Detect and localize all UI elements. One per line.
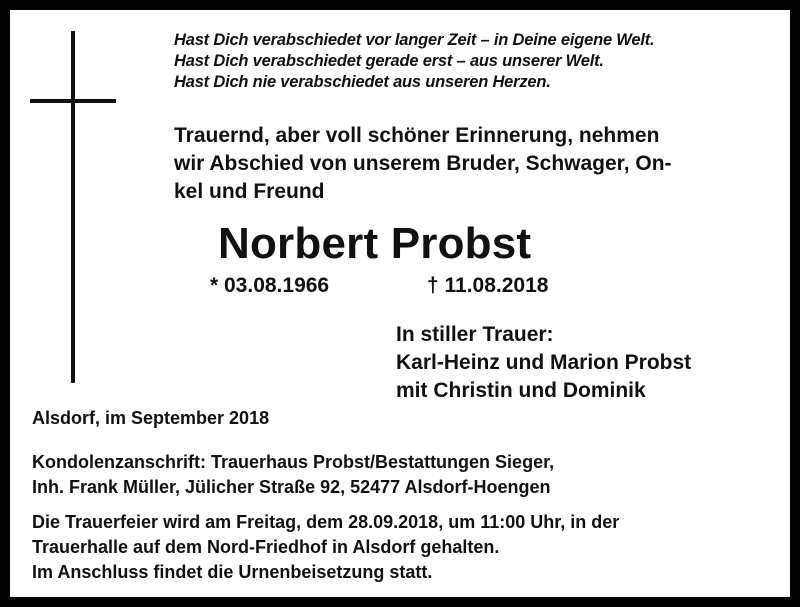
condolence-address [32, 450, 554, 500]
birth-date: * 03.08.1966 [210, 274, 330, 297]
mourners-line: mit Christin und Dominik [396, 379, 646, 402]
mourners-line: In stiller Trauer: [396, 323, 554, 346]
poem-line: Hast Dich verabschiedet vor langer Zeit – in Deine eigene Welt. [174, 31, 655, 49]
intro-text [174, 122, 764, 206]
obituary-notice [10, 10, 790, 597]
cross-icon-bar [30, 99, 116, 103]
service-line: Trauerhalle auf dem Nord-Friedhof in Alsdorf gehalten. [32, 537, 500, 557]
poem [174, 30, 654, 93]
poem-line: Hast Dich verabschiedet gerade erst – aus unserer Welt. [174, 52, 604, 70]
service-line: Die Trauerfeier wird am Freitag, dem 28.09.2018, um 11:00 Uhr, in der [32, 512, 620, 532]
intro-line: kel und Freund [174, 180, 325, 203]
place-date: Alsdorf, im September 2018 [32, 408, 270, 428]
condolence-line: Kondolenzanschrift: Trauerhaus Probst/Bestattungen Sieger, [32, 452, 555, 472]
cross-icon [71, 31, 75, 383]
intro-line: wir Abschied von unserem Bruder, Schwager, On- [174, 152, 672, 175]
mourners [396, 321, 691, 405]
mourners-line: Karl-Heinz und Marion Probst [396, 351, 692, 374]
intro-line: Trauernd, aber voll schöner Erinnerung, nehmen [174, 124, 660, 147]
poem-line: Hast Dich nie verabschiedet aus unseren Herzen. [174, 73, 551, 91]
death-date: † 11.08.2018 [427, 274, 549, 297]
deceased-name: Norbert Probst [218, 219, 532, 268]
condolence-line: Inh. Frank Müller, Jülicher Straße 92, 52477 Alsdorf-Hoengen [32, 477, 551, 497]
service-line: Im Anschluss findet die Urnenbeisetzung statt. [32, 562, 433, 582]
funeral-service-info [32, 510, 619, 585]
